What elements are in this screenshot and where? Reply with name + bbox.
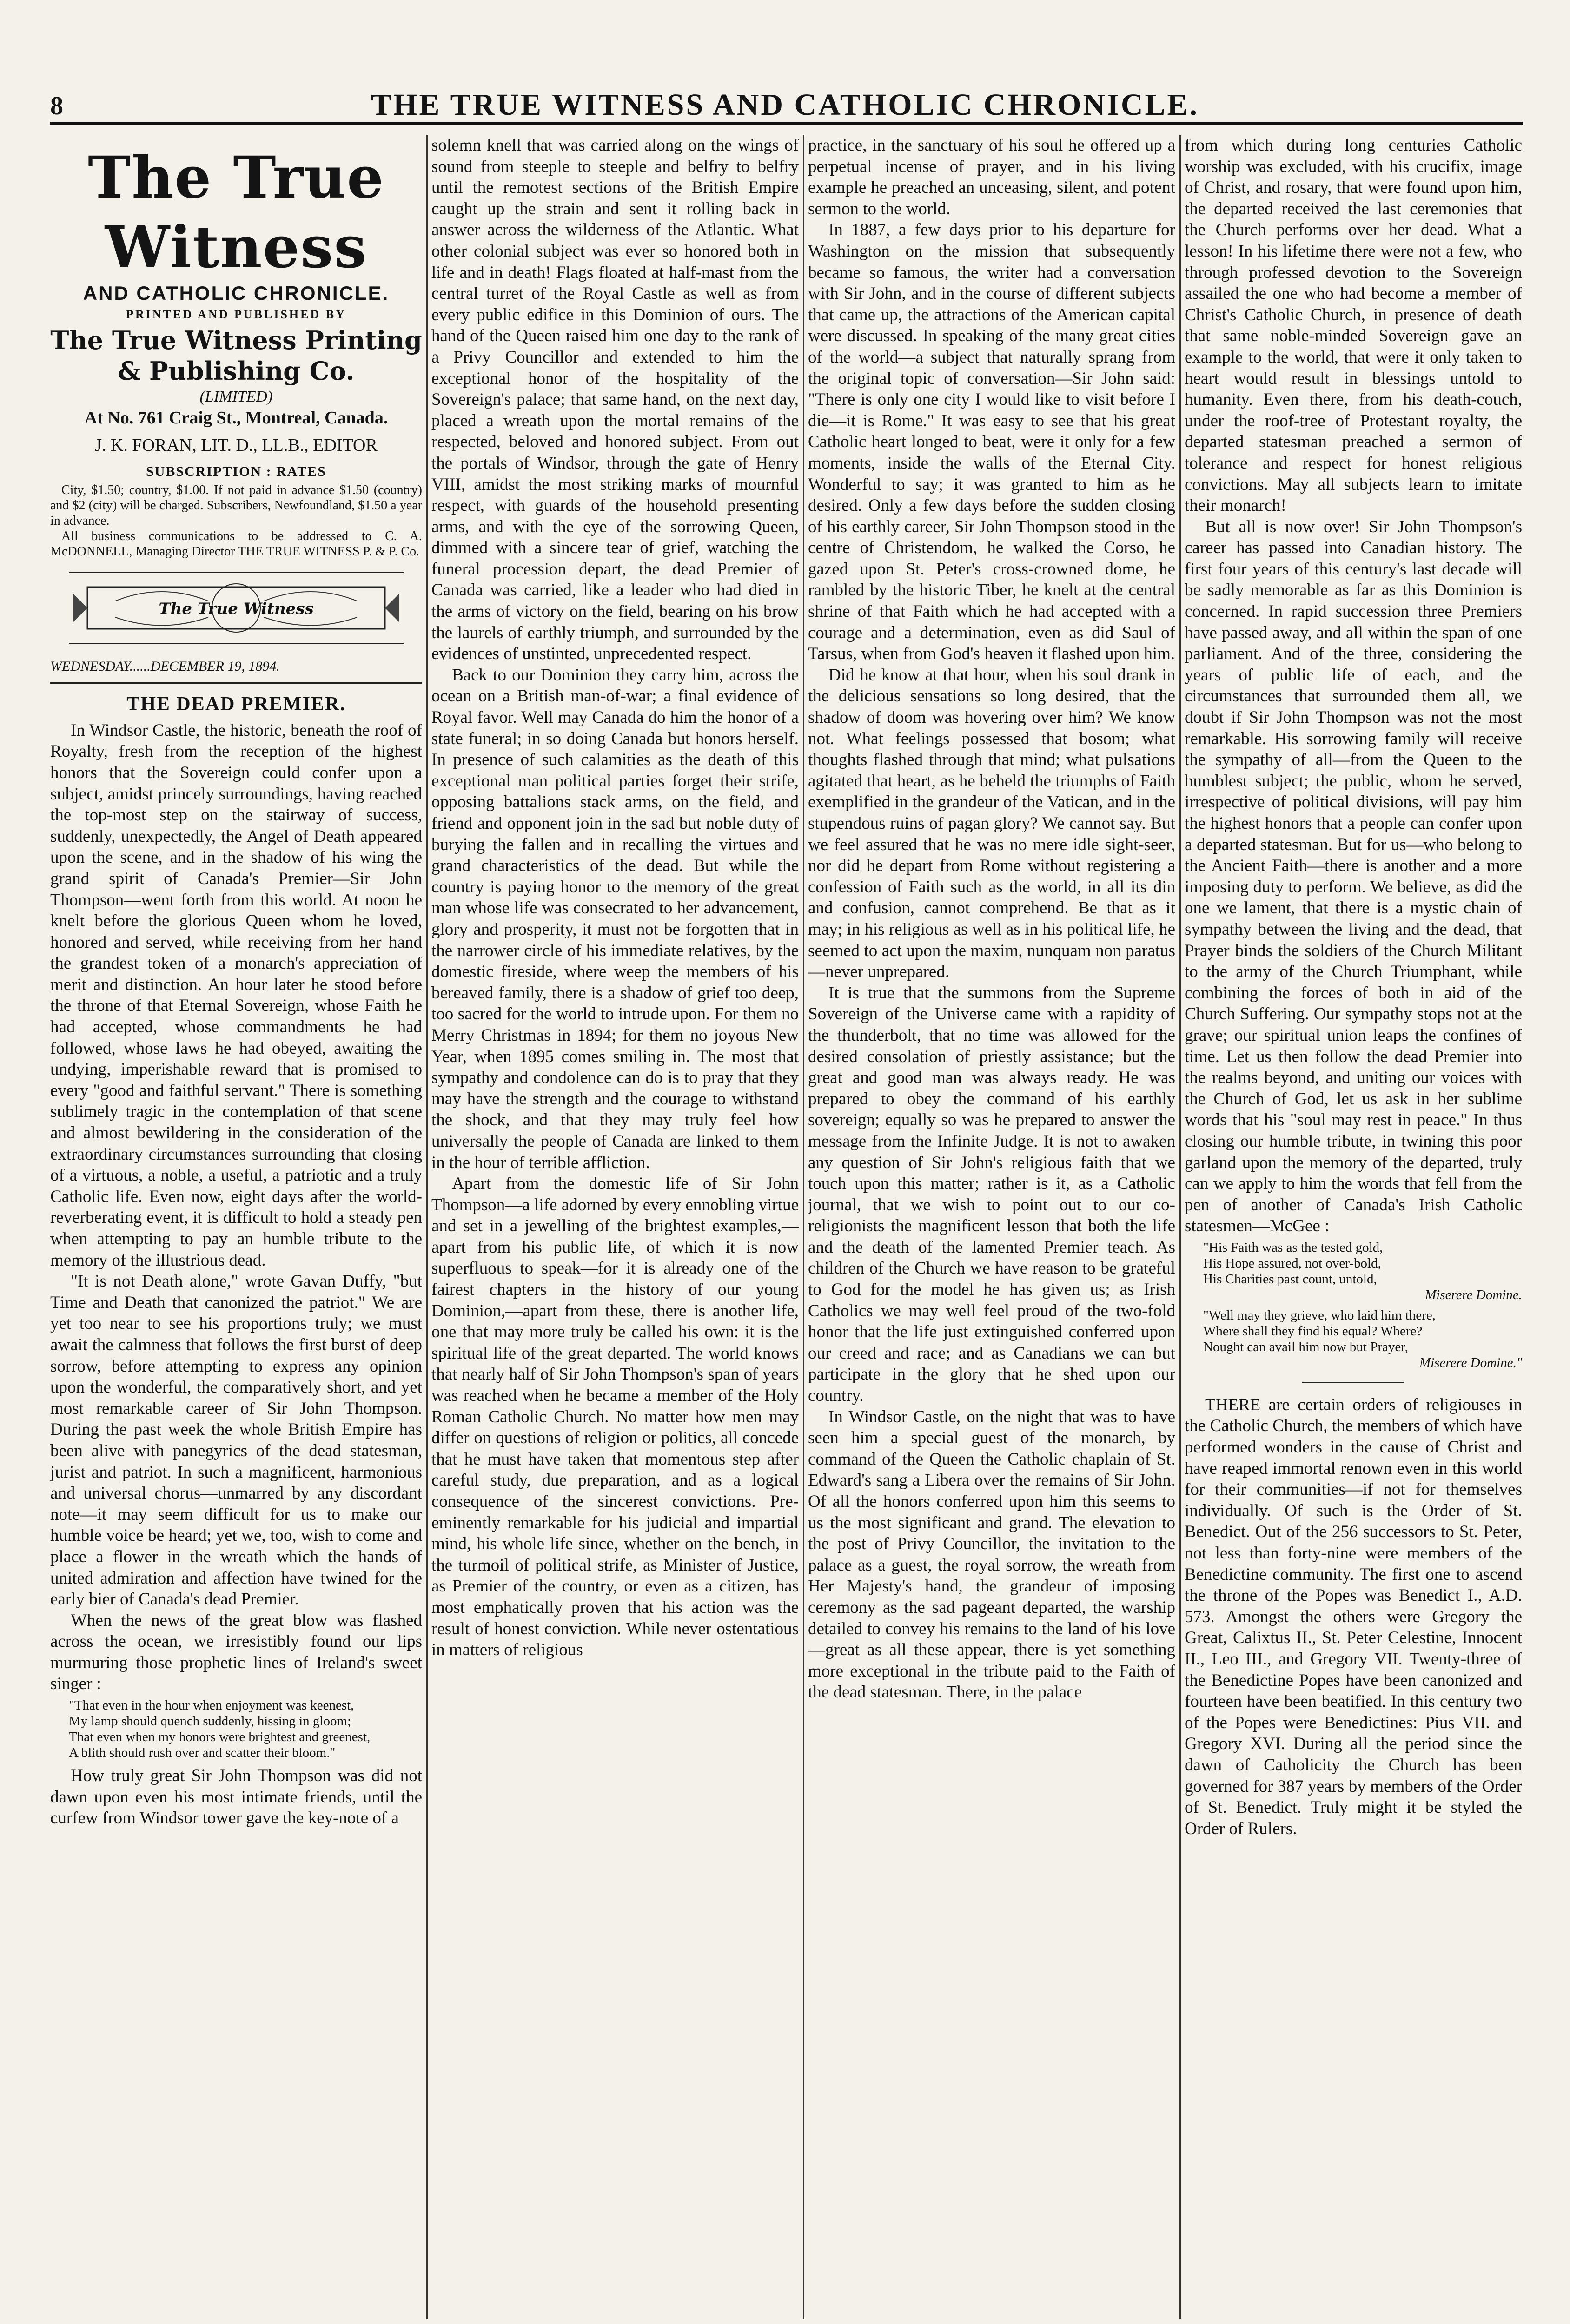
poem-mcgee: [1194, 1240, 1522, 1371]
article-paragraph: In Windsor Castle, on the night that was to have seen him a special guest of the monarch, by command of the Queen the Catholic chaplain of St. Edward's sang a Libera over the remains of Sir John. Of all the honors conferred upon him this seems to us the most significant and grand. The elevation to the post of Privy Councillor, the invitation to the palace as a guest, the royal sorrow, the wreath from Her Majesty's hand, the grandeur of imposing ceremony as the sad pageant departed, the warship detailed to convey his remains to the land of his love—great as all these appear, there is yet something more exceptional in the tribute paid to the Faith of the dead statesman. There, in the palace: [808, 1407, 1175, 1702]
column-4: [1185, 135, 1522, 2319]
column-divider: [803, 135, 804, 2319]
issue-dateline: WEDNESDAY......DECEMBER 19, 1894.: [50, 658, 280, 674]
column-3: [808, 135, 1175, 2319]
poem-line: "That even in the hour when enjoyment was keenest,: [69, 1698, 354, 1713]
poem-refrain: Miserere Domine.": [1419, 1355, 1522, 1370]
article-paragraph: Back to our Dominion they carry him, across the ocean on a British man-of-war; a final evidence of Royal favor. Well may Canada do him the honor of a state funeral; in so doing Canada but honors herself. In presence of such calamities as the death of this exceptional man political parties forget their strife, opposing battalions stack arms, on the field, and friend and opponent join in the sad but noble duty of burying the fallen and in recalling the virtues and grand characteristics of the dead. But while the country is paying honor to the memory of the great man whose life was consecrated to her advancement, glory and prosperity, it must not be forgotten that in the narrower circle of his immediate relatives, by the domestic fireside, where weep the members of his bereaved family, there is a shadow of grief too deep, too sacred for the world to intrude upon. For them no Merry Christmas in 1894; for them no joyous New Year, when 1895 comes smiling in. The most that sympathy and condolence can do is to pray that they may have the strength and the courage to withstand the shock, and that they may truly feel how universally the people of Canada are linked to them in the hour of terrible affliction.: [431, 665, 799, 1172]
poem-line: A blith should rush over and scatter their bloom.": [69, 1745, 336, 1761]
poem-line: Where shall they find his equal? Where?: [1203, 1323, 1423, 1339]
column-1: [50, 135, 422, 2319]
poem-moore: [60, 1697, 422, 1761]
second-article-paragraph: [1185, 1394, 1522, 1839]
subscription-rates: City, $1.50; country, $1.00. If not paid in advance $1.50 (country) and $2 (city) will be charged. Subscribers, Newfoundland, $1.50 a year in advance.: [50, 482, 422, 528]
article-paragraph: How truly great Sir John Thompson was did not dawn upon even his most intimate friends, until the curfew from Windsor tower gave the key-note of a: [50, 1766, 422, 1828]
printer-name: The True Witness Printing & Publishing Co.: [50, 325, 422, 386]
article-paragraph: In 1887, a few days prior to his departure for Washington on the mission that subsequently became so famous, the writer had a conversation with Sir John, and in the course of different subjects that came up, the attractions of the American capital were discussed. In speaking of the many great cities of the world—a subject that naturally sprang from the original topic of conversation—Sir John said: "There is only one city I would like to visit before I die—it is Rome." It was easy to see that his great Catholic heart longed to beat, were it only for a few moments, inside the walls of the Eternal City. Wonderful to say; it was granted to him as he desired. Only a few days before the sudden closing of his earthly career, Sir John Thompson stood in the centre of Christendom, he walked the Corso, he gazed upon St. Peter's cross-crowned dome, he rambled by the historic Tiber, he knelt at the central shrine of that Faith which he had accepted with a courage and a determination, even as did Saul of Tarsus, when from God's heaven it flashed upon him.: [808, 220, 1175, 664]
column-divider: [1179, 135, 1181, 2319]
article-separator: [1302, 1382, 1404, 1383]
emblem-text: The True Witness: [159, 599, 314, 618]
article-paragraph: When the news of the great blow was flashed across the ocean, we irresistibly found our lips murmuring those prophetic lines of Ireland's sweet singer :: [50, 1611, 422, 1694]
emblem-banner-icon: [69, 573, 404, 643]
limited-label: (LIMITED): [199, 388, 273, 406]
poem-line: "His Faith was as the tested gold,: [1203, 1240, 1383, 1255]
column-divider: [426, 135, 428, 2319]
article-paragraph: But all is now over! Sir John Thompson's career has passed into Canadian history. The first four years of this century's last decade will be sadly memorable as far as this Dominion is concerned. In rapid succession three Premiers have passed away, and all within the span of one parliament. And of the three, considering the years of public life of each, and the circumstances that surrounded them all, we doubt if Sir John Thompson was not the most remarkable. His sorrowing family will receive the sympathy of all—from the Queen to the humblest subject; the public, whom he served, irrespective of political divisions, will pay him the highest honors that a people can confer upon a departed statesman. But for us—who belong to the Ancient Faith—there is another and a more imposing duty to perform. We believe, as did the one we lament, that there is a mystic chain of sympathy between the living and the dead, that Prayer binds the soldiers of the Church Militant to the army of the Church Triumphant, while combining the forces of both in aid of the Church Suffering. Our sympathy stops not at the grave; our spiritual union leaps the confines of time. Let us then follow the dead Premier into the realms beyond, and uniting our voices with the Church of God, let us ask in her sublime words that his "soul may rest in peace." In thus closing our humble tribute, in twining this poor garland upon the memory of the departed, truly can we apply to him the words that fell from the pen of another of Canada's Irish Catholic statesmen—McGee :: [1185, 517, 1522, 1236]
article-paragraph: Did he know at that hour, when his soul drank in the delicious sensations so long desired, that the shadow of doom was hovering over him? We know not. What feelings possessed that bosom; what thoughts flashed through that mind; what pulsations agitated that heart, as he beheld the triumphs of Faith exemplified in the grandeur of the Vatican, and in the stupendous ruins of pagan glory? We cannot say. But we feel assured that he was no mere idle sight-seer, nor did he depart from Rome without registering a confession of Faith such as the world, in all its din and confusion, cannot comprehend. Be that as it may; in his religious as well as in his political life, he seemed to act upon the maxim, nunquam non paratus—never unprepared.: [808, 665, 1175, 982]
subscription-title: SUBSCRIPTION : RATES: [146, 463, 326, 479]
article-paragraph: Apart from the domestic life of Sir John Thompson—a life adorned by every ennobling virtue and set in a jewelling of the brightest examples,—apart from his public life, of which it is now superfluous to speak—for it is already one of the fairest chapters in the history of our young Dominion,—apart from these, there is another life, one that may more truly be called his own: it is the spiritual life of the great departed. The world knows that nearly half of Sir John Thompson's span of years was reached when he became a member of the Holy Roman Catholic Church. No matter how men may differ on questions of religion or politics, all concede that he must have taken that momentous step after careful study, due preparation, and as a logical consequence of the sincerest convictions. Pre-eminently remarkable for his judicial and impartial mind, his whole life since, whether on the bench, in the turmoil of political strife, as Minister of Justice, as Premier of the country, or even as a citizen, has most emphatically proven that his action was the result of honest conviction. While never ostentatious in matters of religious: [431, 1174, 799, 1660]
article-paragraph: "It is not Death alone," wrote Gavan Duffy, "but Time and Death that canonized the patriot." We are yet too near to see his proportions truly; we must await the calmness that follows the first burst of deep sorrow, before attempting to express any opinion upon the wonderful, the comparatively short, and yet most remarkable career of Sir John Thompson. During the past week the whole British Empire has been alive with panegyrics of the dead statesman, jurist and patriot. In such a magnificent, harmonious and universal chorus—unmarred by any discordant note—it may seem difficult for us to make our humble voice be heard; yet we, too, wish to come and place a flower in the wreath which the hands of united admiration and affection have twined for the early bier of Canada's dead Premier.: [50, 1272, 422, 1609]
article-paragraph: It is true that the summons from the Supreme Sovereign of the Universe came with a rapidity of the thunderbolt, that no time was allowed for the desired consolation of priestly assistance; but the great and good man was always ready. He was prepared to obey the command of his earthly sovereign; equally so was he prepared to answer the message from the Infinite Judge. It is not to awaken any question of Sir John's religious faith that we touch upon this matter; rather is it, as a Catholic journal, that we wish to point out to our co-religionists the magnificent lesson that both the life and the death of the lamented Premier teach. As children of the Church we have reason to be grateful to God for the model he has given us; as Irish Catholics we may well feel proud of the two-fold honor that the life just extinguished conferred upon our creed and race; and as Canadians we can but participate in the glory that he shed upon our country.: [808, 983, 1175, 1406]
editor-line: J. K. FORAN, LIT. D., LL.B., EDITOR: [95, 436, 378, 456]
article-paragraph: In Windsor Castle, the historic, beneath the roof of Royalty, fresh from the reception of the highest honors that the Sovereign could confer upon a subject, amidst princely surroundings, having reached the top-most step on the stairway of success, suddenly, unexpectedly, the Angel of Death appeared upon the scene, and in the shadow of his wing the grand spirit of Canada's Premier—Sir John Thompson—went forth from this world. At noon he knelt before the glorious Queen whom he loved, honored and served, while receiving from her hand the grandest token of a monarch's appreciation of merit and distinction. An hour later he stood before the throne of that Eternal Sovereign, whose Faith he had accepted, whose commandments he had followed, whose laws he had obeyed, awaiting the undying, imperishable reward that is promised to every "good and faithful servant." There is something sublimely tragic in the contemplation of that scene and almost bewildering in the consideration of the extraordinary circumstances surrounding that closing of a virtuous, a noble, a useful, a patriotic and a truly Catholic life. Even now, eight days after the world-reverberating event, it is difficult to hold a steady pen when attempting to pay an humble tribute to the memory of the illustrious dead.: [50, 720, 422, 1270]
running-masthead: THE TRUE WITNESS AND CATHOLIC CHRONICLE.: [371, 88, 1199, 122]
article-paragraph: from which during long centuries Catholic worship was excluded, with his crucifix, image of Christ, and rosary, that were found upon him, the departed received the last ceremonies that the Church performs over her dead. What a lesson! In his lifetime there were not a few, who through professed devotion to the Sovereign assailed the one who had become a member of Christ's Catholic Church, in presence of death that same noble-minded Sovereign gave an example to the world, that were it only taken to heart would result in blessings untold to humanity. Even there, from his death-couch, under the roof-tree of Protestant royalty, the departed statesman preached a sermon of tolerance and respect for honest religious convictions. May all subjects learn to imitate their monarch!: [1185, 136, 1522, 515]
poem-line: Nought can avail him now but Prayer,: [1203, 1339, 1408, 1354]
poem-line: My lamp should quench suddenly, hissing in gloom;: [69, 1714, 351, 1729]
poem-line: "Well may they grieve, who laid him there,: [1203, 1307, 1436, 1323]
article-title: THE DEAD PREMIER.: [126, 693, 346, 715]
column-2: [431, 135, 799, 2319]
lead-word: THERE: [1205, 1395, 1261, 1414]
section-rule: [50, 682, 422, 684]
second-article-text: are certain orders of religiouses in the Catholic Church, the members of which have performed wonders in the cause of Christ and have reaped immortal renown even in this world for their communities—if not for themselves individually. Of such is the Order of St. Benedict. Out of the 256 successors to St. Peter, not less than forty-nine were members of the Benedictine community. The first one to ascend the throne of the Popes was Benedict I., A.D. 573. Amongst the others were Gregory the Great, Calixtus II., St. Peter Celestine, Innocent II., Leo III., and Gregory VII. Twenty-three of the Benedictine Popes have been canonized and fourteen have been beatified. In this century two of the Popes were Benedictines: Pius VII. and Gregory XVI. During all the period since the dawn of Catholicity the Church has been governed for 387 years by members of the Order of St. Benedict. Truly might it be styled the Order of Rulers.: [1185, 1395, 1522, 1838]
poem-line: His Hope assured, not over-bold,: [1203, 1255, 1381, 1271]
article-paragraph: practice, in the sanctuary of his soul he offered up a perpetual incense of prayer, and in his living example he preached an unceasing, silent, and potent sermon to the world.: [808, 136, 1175, 218]
printed-by-label: PRINTED AND PUBLISHED BY: [126, 307, 346, 321]
poem-refrain: Miserere Domine.: [1425, 1287, 1522, 1302]
article-paragraph: solemn knell that was carried along on the wings of sound from steeple to steeple and belfry to belfry until the remotest sections of the British Empire caught up the strain and sent it rolling back in answer across the wilderness of the Atlantic. What other colonial subject was ever so honored both in life and in death! Flags floated at half-mast from the central turret of the Royal Castle as well as from every public edifice in this Dominion of ours. The hand of the Queen raised him one day to the rank of a Privy Councillor and extended to him the exceptional honor of the hospitality of the Sovereign's palace; that same hand, on the next day, placed a wreath upon the mortal remains of the respected, beloved and honored subject. From out the portals of Windsor, through the gate of Henry VIII, amidst the most striking marks of mournful respect, with guards of the household presenting arms, and with the eye of the sorrowing Queen, dimmed with a sincere tear of grief, watching the funeral procession depart, the dead Premier of Canada was carried, like a leader who had died in the arms of victory on the field, bearing on his brow the laurels of earthly triumph, and surrounded by the evidences of unstinted, unprecedented respect.: [431, 136, 799, 664]
ornamental-emblem: [69, 572, 404, 644]
page-number: 8: [50, 92, 63, 120]
poem-line: That even when my honors were brightest and greenest,: [69, 1730, 371, 1745]
newspaper-title: The True Witness: [87, 144, 385, 281]
business-notice: All business communications to be addressed to C. A. McDONNELL, Managing Director THE TRUE WITNESS P. & P. Co.: [50, 528, 422, 559]
poem-line: His Charities past count, untold,: [1203, 1271, 1377, 1287]
masthead-rule: [50, 122, 1523, 125]
newspaper-subtitle: AND CATHOLIC CHRONICLE.: [83, 282, 390, 304]
office-address: At No. 761 Craig St., Montreal, Canada.: [84, 408, 388, 428]
